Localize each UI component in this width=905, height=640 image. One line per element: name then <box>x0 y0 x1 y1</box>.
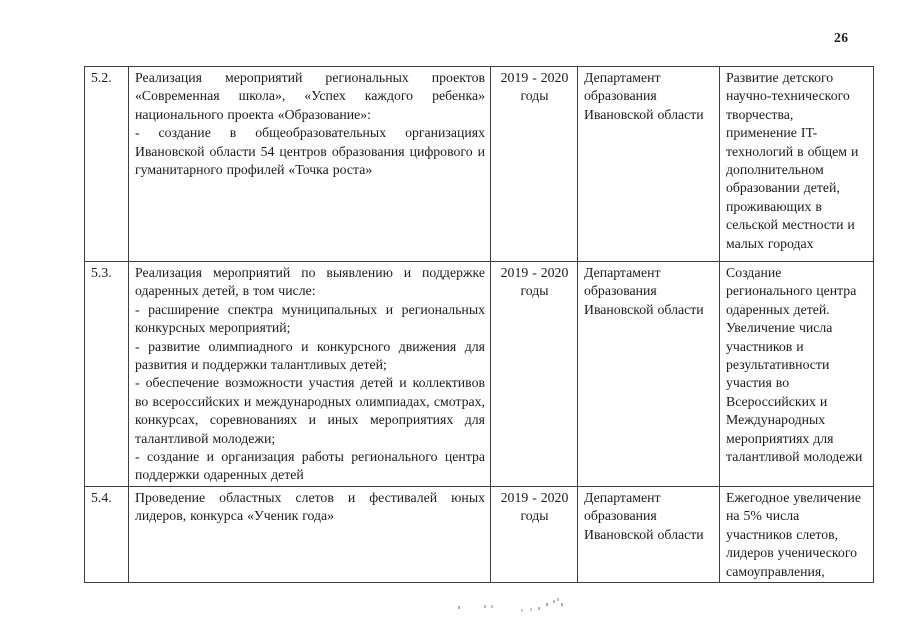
table-row <box>85 67 874 262</box>
period-cell: 2019 - 2020 годы <box>491 67 578 262</box>
activity-cell <box>129 486 491 582</box>
row-number-cell: 5.3. <box>85 262 129 487</box>
responsible-cell: Департамент образования Ивановской области <box>578 67 720 262</box>
page-number: 26 <box>834 30 849 45</box>
document-table <box>84 66 874 583</box>
period-cell: 2019 - 2020 годы <box>491 486 578 582</box>
responsible-cell: Департамент образования Ивановской области <box>578 486 720 582</box>
result-cell: Создание регионального центра одаренных детей. Увеличение числа участников и результативности участия во Всероссийских и Международных мероприятиях для талантливой молодежи <box>720 262 874 487</box>
result-cell: Ежегодное увеличение на 5% числа участников слетов, лидеров ученического самоуправления, <box>720 486 874 582</box>
table-row <box>85 262 874 487</box>
responsible-cell: Департамент образования Ивановской области <box>578 262 720 487</box>
table-row <box>85 486 874 582</box>
activity-paragraph: Реализация мероприятий по выявлению и поддержке одаренных детей, в том числе: <box>135 265 485 299</box>
result-cell: Развитие детского научно-технического творчества, применение IT-технологий в общем и дополнительном образовании детей, проживающих в сельской местности и малых городах <box>720 67 874 262</box>
row-number-cell: 5.2. <box>85 67 129 262</box>
activity-paragraph: - обеспечение возможности участия детей и коллективов во всероссийских и международных олимпиадах, смотрах, конкурсах, соревнованиях и иных мероприятиях для талантливой молодежи; <box>135 375 485 446</box>
period-cell: 2019 - 2020 годы <box>491 262 578 487</box>
activity-paragraph: Проведение областных слетов и фестивалей юных лидеров, конкурса «Ученик года» <box>135 489 485 524</box>
activity-paragraph: - развитие олимпиадного и конкурсного движения для развития и поддержки талантливых детей; <box>135 338 485 373</box>
activity-paragraph: - создание и организация работы регионального центра поддержки одаренных детей <box>135 449 485 483</box>
activity-paragraph: Реализация мероприятий региональных проектов «Современная школа», «Успех каждого ребенка» национального проекта «Образование»: <box>135 70 485 122</box>
activity-paragraph: - создание в общеобразовательных организациях Ивановской области 54 центров образования цифрового и гуманитарного профилей «Точка роста» <box>135 125 485 178</box>
activity-paragraph: - расширение спектра муниципальных и региональных конкурсных мероприятий; <box>135 301 485 336</box>
activity-cell <box>129 67 491 262</box>
row-number-cell: 5.4. <box>85 486 129 582</box>
activity-cell <box>129 262 491 487</box>
scan-artifact <box>458 598 578 620</box>
